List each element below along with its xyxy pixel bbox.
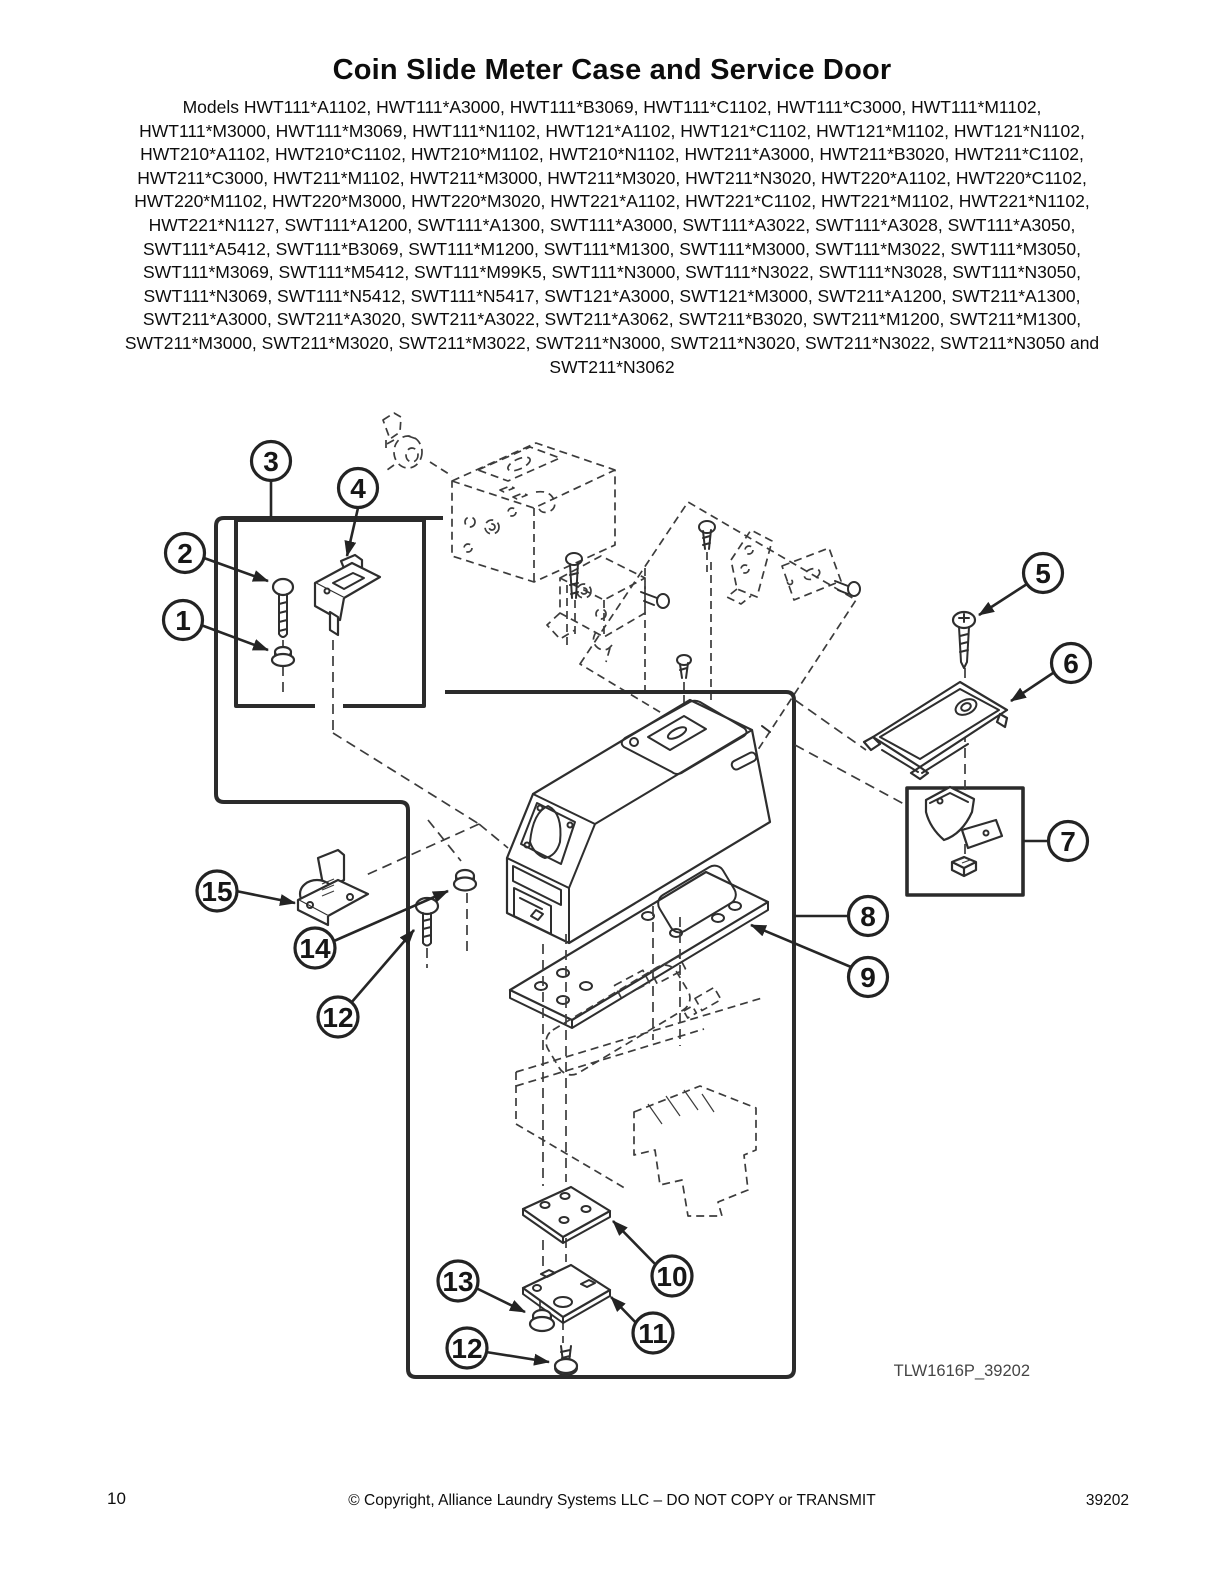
callout-9 [849,958,888,997]
callout-13 [438,1261,478,1301]
callout-8 [849,897,888,936]
svg-text:4: 4 [350,473,366,504]
callout-12-lower [447,1328,487,1368]
svg-text:11: 11 [638,1318,668,1349]
svg-text:3: 3 [263,446,279,477]
svg-text:14: 14 [299,933,331,964]
svg-text:12: 12 [451,1333,483,1364]
model-list-line: SWT111*N3069, SWT111*N5412, SWT111*N5417, SWT121*A3000, SWT121*M3000, SWT211*A1200, SWT211*A1300, [143,285,1081,306]
svg-text:13: 13 [442,1266,474,1297]
svg-text:8: 8 [860,901,876,932]
part-1-nut [272,647,294,666]
diagram-code-label: TLW1616P_39202 [893,1362,1030,1380]
document-number: 39202 [1085,1492,1129,1509]
callout-12-upper [318,997,358,1037]
svg-text:6: 6 [1063,648,1079,679]
part-7-bracket [926,787,1002,876]
svg-text:9: 9 [860,962,876,993]
model-list-line: HWT220*M1102, HWT220*M3000, HWT220*M3020, HWT221*A1102, HWT221*C1102, HWT221*M1102, HWT221*N1102, [134,191,1090,212]
svg-text:2: 2 [177,538,193,569]
part-10-plate [523,1187,610,1243]
model-list-line: HWT221*N1127, SWT111*A1200, SWT111*A1300, SWT111*A3000, SWT111*A3022, SWT111*A3028, SWT111*A3050, [148,214,1076,235]
svg-text:12: 12 [322,1002,354,1033]
callout-14 [295,928,335,968]
model-list-line: HWT210*A1102, HWT210*C1102, HWT210*M1102, HWT210*N1102, HWT211*A3000, HWT211*B3020, HWT211*C1102, [140,144,1084,165]
page-number: 10 [107,1489,126,1508]
model-list-line: SWT111*M3069, SWT111*M5412, SWT111*M99K5, SWT111*N3000, SWT111*N3022, SWT111*N3028, SWT111*N3050, [143,262,1081,283]
callout-6 [1052,644,1091,683]
ghost-area-screws [566,521,860,678]
callout-3 [252,442,291,481]
part-12-screw-upper [416,898,438,946]
page-title: Coin Slide Meter Case and Service Door [332,54,892,86]
part-12-screw-lower [555,1346,577,1375]
callout-15 [197,871,237,911]
callout-11 [633,1313,673,1353]
svg-text:7: 7 [1060,826,1076,857]
model-list-line: SWT111*A5412, SWT111*B3069, SWT111*M1200, SWT111*M1300, SWT111*M3000, SWT111*M3022, SWT111*M3050, [143,238,1081,259]
model-list-line: SWT211*A3000, SWT211*A3020, SWT211*A3022, SWT211*A3062, SWT211*B3020, SWT211*M1200, SWT211*M1300, [142,309,1082,330]
callout-10 [652,1256,692,1296]
callout-5 [1024,554,1063,593]
callout-1 [164,601,203,640]
ghost-coin-meter-assembly [383,413,856,765]
callout-7 [1049,822,1088,861]
part-13-nut [530,1310,554,1331]
part-15-latch [298,850,368,925]
model-list-line: HWT211*C3000, HWT211*M1102, HWT211*M3000, HWT211*M3020, HWT211*N3020, HWT220*A1102, HWT220*C1102, [137,167,1087,188]
svg-text:10: 10 [656,1261,688,1292]
part-5-screw [953,612,975,668]
copyright-notice: © Copyright, Alliance Laundry Systems LLC – DO NOT COPY or TRANSMIT [348,1492,876,1509]
callout-2 [166,534,205,573]
svg-text:15: 15 [201,876,233,907]
part-4-latch [315,555,380,635]
model-list-line: HWT111*M3000, HWT111*M3069, HWT111*N1102, HWT121*A1102, HWT121*C1102, HWT121*M1102, HWT121*N1102, [139,120,1085,141]
part-14-nut [454,870,476,891]
part-2-screw [273,579,293,637]
svg-text:1: 1 [175,605,191,636]
model-list-line: Models HWT111*A1102, HWT111*A3000, HWT111*B3069, HWT111*C1102, HWT111*C3000, HWT111*M1102, [182,97,1042,117]
model-list-line: SWT211*M3000, SWT211*M3020, SWT211*M3022, SWT211*N3000, SWT211*N3020, SWT211*N3022, SWT211*N3050 and [124,332,1100,353]
part-6-cover-plate [864,682,1007,779]
callout-4 [339,469,378,508]
svg-text:5: 5 [1035,558,1051,589]
model-list-line: SWT211*N3062 [549,356,675,377]
ghost-hatching [648,1090,714,1124]
